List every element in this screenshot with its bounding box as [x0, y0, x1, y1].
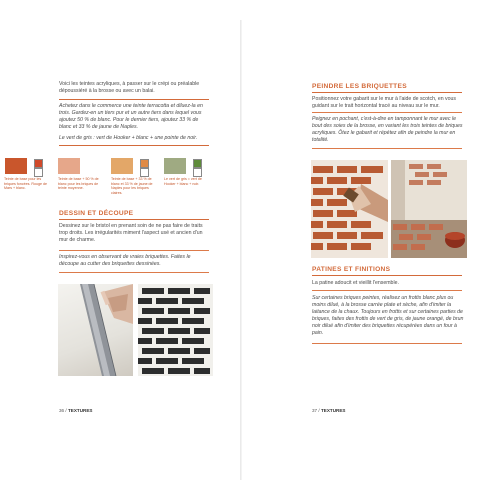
- color-swatch-green: [164, 158, 186, 174]
- swatch-caption: Teinte de base + 33 % de blanc et 33 % de jaune de Naples pour les briques claires.: [111, 177, 153, 195]
- page-folio: 36 / TEXTURES: [59, 408, 93, 413]
- section-note: Sur certaines briques peintes, réalisez un frottis blanc plus ou moins dilué, à la brosse carrée plate et sèche, afin d'imiter la laitance de la chaux. Toujours en frottis et sur certaines parties de briques, faites des frottis de vert de gris, de jaune orangé, de brun noir dilué afin d'imiter des briquettes récupérées dans un four à pain.: [312, 295, 464, 336]
- section-title: PATINES ET FINITIONS: [312, 266, 391, 273]
- recipe-text: Achetez dans le commerce une teinte terracotta et diluez-la en trois. Gardez-en un tiers pur et un autre tiers dans lequel vous ajoutez 50 % de blanc. Pour le dernier tiers, ajoutez 33 % de blanc et 33 % de jaune de Naples.: [59, 103, 203, 130]
- chip-orange: [140, 159, 149, 168]
- chip-red: [34, 159, 43, 168]
- photo-stencil: [138, 284, 213, 376]
- color-swatch-light: [111, 158, 133, 174]
- chip-white: [193, 168, 202, 177]
- divider: [312, 112, 462, 113]
- section-text: La patine adoucit et vieillit l'ensemble.: [312, 280, 399, 286]
- chip-white: [140, 168, 149, 177]
- section-note: Inspirez-vous en observant de vraies briquettes. Faites le découpe au cutter des briquettes dessinées.: [59, 254, 191, 267]
- divider: [59, 272, 209, 273]
- photo-cutting: [58, 284, 133, 376]
- intro-text: Voici les teintes acryliques, à passer sur le crépi ou préalable dépoussiéré à la brosse ou avec un balai.: [59, 81, 200, 94]
- swatch-caption: Teinte de base pour les briques foncées. Rouge de Mars + blanc.: [4, 177, 47, 191]
- divider: [59, 219, 209, 220]
- recipe-text-2: Le vert de gris : vert de Hooker + blanc + une pointe de noir.: [59, 135, 198, 141]
- swatch-caption: Le vert de gris = vert de Hooker + blanc + noir.: [164, 177, 202, 186]
- swatch-caption: Teinte de base + 50 % de blanc pour les briques de teinte moyenne.: [58, 177, 99, 191]
- divider: [312, 343, 462, 344]
- section-text: Dessinez sur le bristol en prenant soin de ne pas faire de traits trop droits. Les irrégularités miment l'aspect usé et ancien d'un mur de charme.: [59, 223, 203, 243]
- divider: [312, 148, 462, 149]
- section-title: DESSIN ET DÉCOUPE: [59, 210, 134, 217]
- divider: [312, 92, 462, 93]
- chip-green: [193, 159, 202, 168]
- chip-white: [34, 168, 43, 177]
- photo-painting: [311, 160, 388, 258]
- color-swatch-dark: [5, 158, 27, 174]
- divider: [312, 275, 462, 276]
- page-number: 36: [59, 408, 65, 413]
- section-title: PEINDRE LES BRIQUETTES: [312, 83, 407, 90]
- section-text: Positionnez votre gabarit sur le mur à l'aide de scotch, en vous guidant sur le trait horizontal tracé au niveau sur le mur.: [312, 96, 457, 109]
- left-page: [0, 0, 241, 483]
- color-swatch-medium: [58, 158, 80, 174]
- page-number: 37: [312, 408, 318, 413]
- divider: [59, 145, 209, 146]
- right-page: [242, 0, 483, 483]
- divider: [312, 290, 462, 291]
- page-folio: 37 / TEXTURES: [312, 408, 346, 413]
- photo-wall-finish: [391, 160, 467, 258]
- divider: [59, 250, 209, 251]
- divider: [59, 99, 209, 100]
- folio-label: TEXTURES: [320, 408, 346, 413]
- folio-label: TEXTURES: [67, 408, 93, 413]
- section-note: Peignez en pochant, c'est-à-dire en tamponnant le mur avec le bout des soies de la brosse, en variant les trois teintes de briques acryliques. Ôtez le gabarit et répétez afin de peindre la mur en totalité.: [312, 116, 463, 143]
